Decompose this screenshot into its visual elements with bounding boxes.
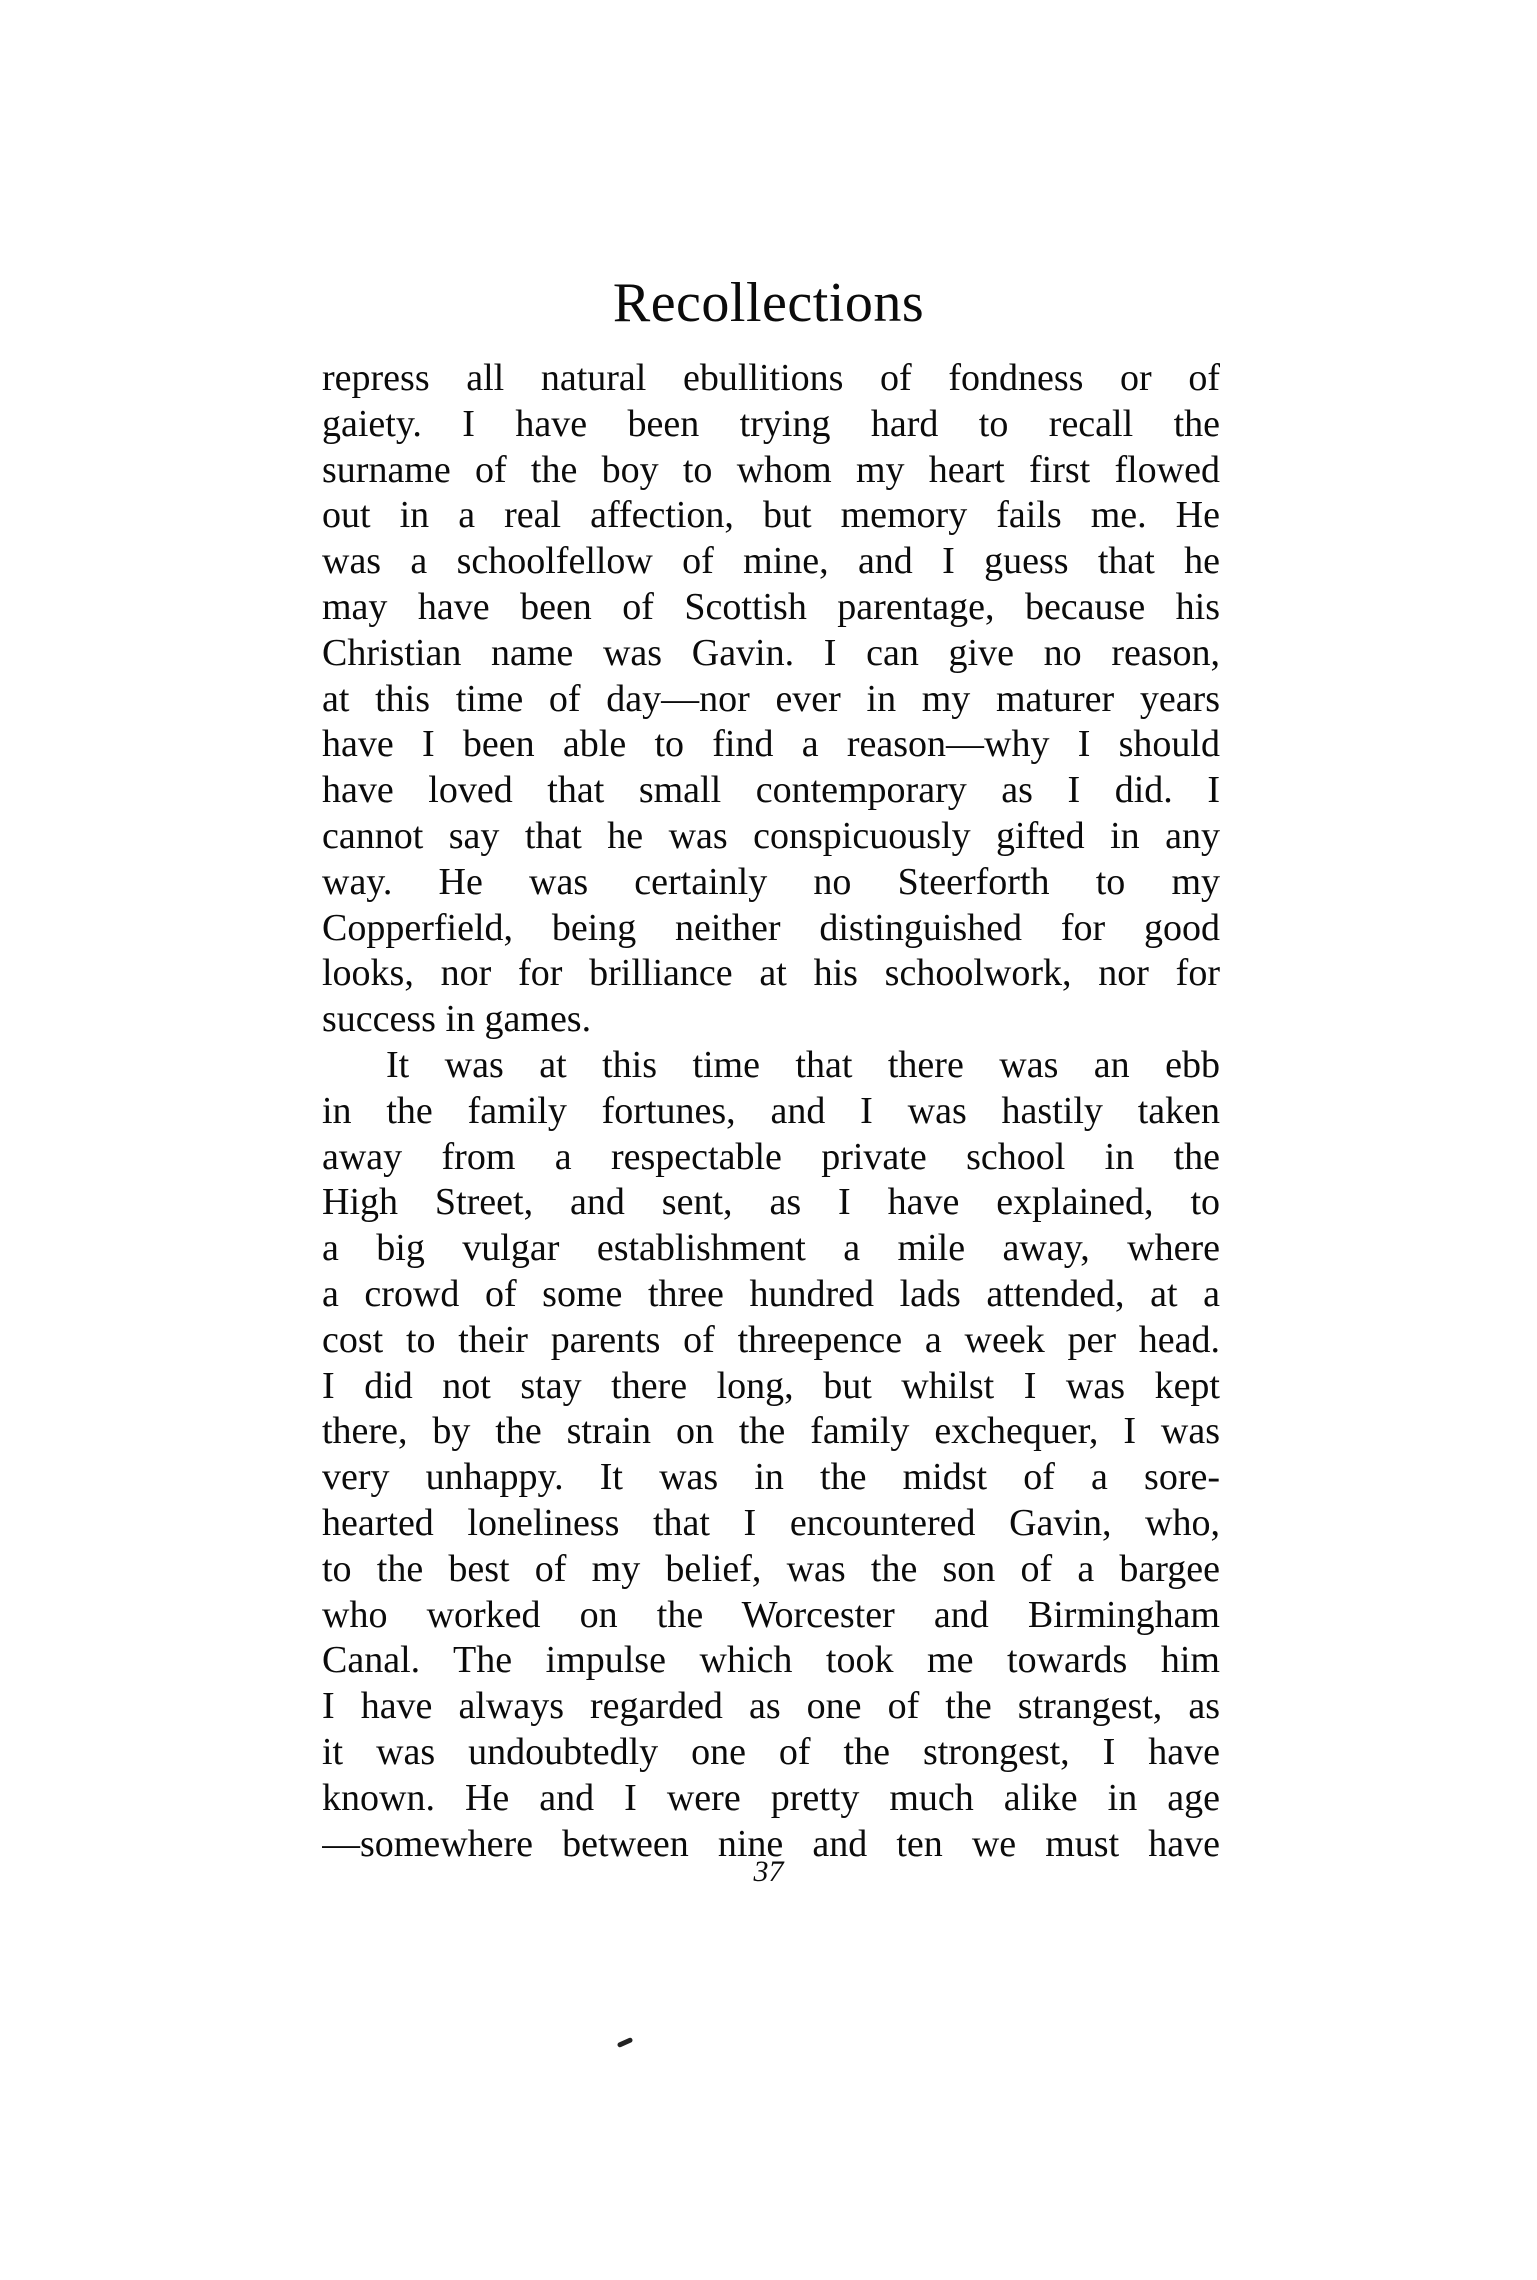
- text-line: Copperfield, being neither distinguished for good: [322, 906, 1220, 949]
- text-line: —somewhere between nine and ten we must have: [322, 1822, 1220, 1865]
- text-line: may have been of Scottish parentage, because his: [322, 585, 1220, 628]
- text-line: a big vulgar establishment a mile away, where: [322, 1227, 1220, 1270]
- text-line: out in a real affection, but memory fails me. He: [322, 494, 1220, 537]
- text-line: was a schoolfellow of mine, and I guess that he: [322, 540, 1220, 583]
- ink-speck: [617, 2037, 634, 2048]
- text-line: gaiety. I have been trying hard to recall the: [322, 402, 1220, 445]
- text-line: hearted loneliness that I encountered Gavin, who,: [322, 1501, 1220, 1544]
- text-line: there, by the strain on the family exchequer, I was: [322, 1410, 1220, 1453]
- text-line: known. He and I were pretty much alike in age: [322, 1776, 1220, 1819]
- text-line: away from a respectable private school in the: [322, 1135, 1220, 1178]
- text-line: have loved that small contemporary as I did. I: [322, 769, 1220, 812]
- text-line: I did not stay there long, but whilst I was kept: [322, 1364, 1220, 1407]
- paragraph-end-line: success in games.: [322, 998, 592, 1041]
- text-line: surname of the boy to whom my heart first flowed: [322, 448, 1220, 491]
- text-line: in the family fortunes, and I was hastily taken: [322, 1089, 1220, 1132]
- text-line: cannot say that he was conspicuously gifted in any: [322, 814, 1220, 857]
- text-line: repress all natural ebullitions of fondness or of: [322, 357, 1220, 399]
- running-head: Recollections: [612, 272, 925, 334]
- text-line: to the best of my belief, was the son of a bargee: [322, 1547, 1220, 1590]
- text-line: very unhappy. It was in the midst of a sore-: [322, 1456, 1220, 1499]
- text-line: it was undoubtedly one of the strongest, I have: [322, 1730, 1220, 1773]
- text-line: at this time of day—nor ever in my maturer years: [322, 677, 1220, 720]
- text-line: looks, nor for brilliance at his schoolwork, nor for: [322, 952, 1220, 995]
- text-line: who worked on the Worcester and Birmingham: [322, 1593, 1220, 1636]
- text-line: cost to their parents of threepence a week per head.: [322, 1318, 1220, 1361]
- body-text: [322, 356, 1220, 1867]
- text-line: way. He was certainly no Steerforth to my: [322, 860, 1220, 903]
- text-line: High Street, and sent, as I have explained, to: [322, 1181, 1220, 1224]
- paragraph-start-line: It was at this time that there was an ebb: [386, 1043, 1220, 1086]
- text-line: Christian name was Gavin. I can give no reason,: [322, 631, 1220, 674]
- text-line: a crowd of some three hundred lads attended, at a: [322, 1272, 1220, 1315]
- text-line: have I been able to find a reason—why I should: [322, 723, 1220, 766]
- page-number: 37: [753, 1855, 784, 1888]
- text-line: Canal. The impulse which took me towards him: [322, 1639, 1220, 1682]
- text-line: I have always regarded as one of the strangest, as: [322, 1685, 1220, 1728]
